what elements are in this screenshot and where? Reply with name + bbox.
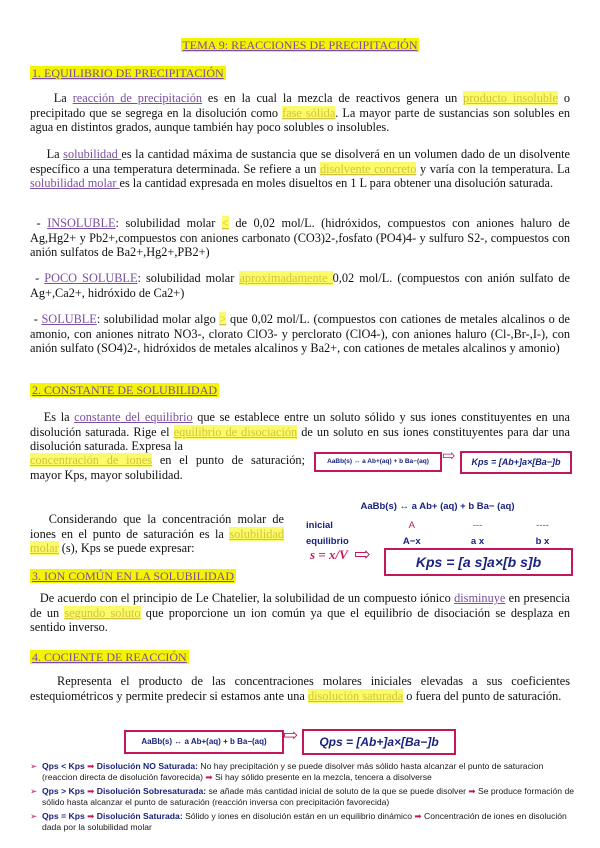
term-disminuye: disminuye bbox=[454, 591, 506, 605]
list-item: ➢ Qps < Kps ➡ Disolución NO Saturada: No hay precipitación y se puede disolver más sólido hasta alcanzar el punto de saturacion (reaccion directa de disolución favorecida) ➡ Si hay sólido presente en la mezcla, tencera a disolverse bbox=[30, 761, 544, 782]
list-item: ➢ Qps = Kps ➡ Disolución Saturada: Sólido y iones en disolución están en un equilibrio dinámico ➡ Concentración de iones en disolución dada por la solubilidad molar bbox=[30, 811, 567, 832]
paragraph-poco-soluble: - POCO SOLUBLE: solubilidad molar aproximadamente 0,02 mol/L. (compuestos con anión sulfato de Ag+,Ca2+, hidróxido de Ca2+) bbox=[30, 271, 570, 300]
list-item: ➢ Qps > Kps ➡ Disolución Sobresaturada: se añade más cantidad inicial de soluto de la que se puede disolver ➡ Se produce formación de sólido hasta alcanzar el punto de saturación (reacción inversa con precipitación favorecida) bbox=[30, 786, 575, 807]
dissociation-equation: AaBb(s) ↔ a Ab+(aq) + b Ba−(aq) bbox=[314, 452, 442, 472]
term-producto-insoluble: producto insoluble bbox=[463, 91, 558, 105]
term-reaccion-precipitacion: reacción de precipitación bbox=[72, 91, 202, 105]
dissociation-equation-2: AaBb(s) ↔ a Ab+(aq) + b Ba−(aq) bbox=[124, 730, 284, 754]
term-solubilidad-molar-2: solubilidad molar bbox=[30, 526, 284, 556]
bullet-arrow-icon: ➢ bbox=[30, 786, 38, 796]
term-solubilidad-molar: solubilidad molar bbox=[30, 176, 120, 191]
kps-expression: Kps = [Ab+]a×[Ba−]b bbox=[460, 451, 572, 474]
term-segundo-soluto: segundo soluto bbox=[64, 605, 141, 620]
paragraph-kps-molar: Considerando que la concentración molar de iones en el punto de saturación es la solubilidad molar (s), Kps se puede expresar: bbox=[30, 512, 284, 556]
bullet-arrow-icon: ➢ bbox=[30, 761, 38, 771]
bullet-arrow-icon: ➢ bbox=[30, 811, 38, 821]
kps-s-expression: Kps = [a s]a×[b s]b bbox=[384, 548, 573, 576]
term-constante-equilibrio: constante del equilibrio bbox=[74, 410, 193, 424]
term-disolvente-concreto: disolvente concreto bbox=[319, 161, 417, 176]
term-disolucion-saturada: disolución saturada bbox=[307, 688, 404, 703]
paragraph-solubility: La solubilidad es la cantidad máxima de sustancia que se disolverá en un volumen dado de un disolvente específico a una temperatura determinada. Se refiere a un disolvente concreto y varía con la temperatura. La solubilidad molar es la cantidad expresada en moles disueltos en 1 L para obtener una disolución saturada. bbox=[30, 147, 571, 191]
paragraph-soluble: - SOLUBLE: solubilidad molar algo > que 0,02 mol/L. (compuestos con cationes de metales alcalinos o de amonio, con aniones nitrato NO3-, clorato ClO3- y perclorato (ClO4-), con aniones haluro (Cl-,Br-,I-), con anión sulfato (SO4)2-, hidróxidos de metales alcalinos y Ba2+, con cationes de metales alcalinos y amonio) bbox=[30, 312, 571, 356]
section-heading-1: 1. EQUILIBRIO DE PRECIPITACIÓN bbox=[32, 66, 224, 80]
section-heading-2: 2. CONSTANTE DE SOLUBILIDAD bbox=[32, 383, 218, 397]
document-title: TEMA 9: REACCIONES DE PRECIPITACIÓN bbox=[182, 38, 418, 52]
arrow-right-icon-3: ⇨ bbox=[283, 725, 299, 745]
qps-comparison-list bbox=[30, 761, 575, 836]
table-row-equilibrium: equilibrio A−x a x b x bbox=[306, 536, 550, 548]
term-insoluble: INSOLUBLE bbox=[47, 216, 116, 230]
term-solubilidad: solubilidad bbox=[63, 147, 122, 161]
term-poco-soluble: POCO SOLUBLE bbox=[44, 271, 138, 285]
term-soluble: SOLUBLE bbox=[41, 312, 97, 326]
paragraph-insoluble: - INSOLUBLE: solubilidad molar < de 0,02 mol/L. (hidróxidos, compuestos con aniones haluro de Ag,Hg2+ y Pb2+,compuestos con aniones carbonato (CO3)2-,fosfato (PO4)4- y sulfuro S2-, compuestos con anión sulfatos de Ba2+,Hg2+,PB2+) bbox=[30, 216, 571, 260]
section-heading-4: 4. COCIENTE DE REACCIÓN bbox=[32, 650, 187, 664]
term-equilibrio-disociacion: equilibrio de disociación bbox=[173, 424, 298, 439]
arrow-right-icon: ⇨ bbox=[442, 448, 456, 465]
qps-expression: Qps = [Ab+]a×[Ba−]b bbox=[302, 729, 456, 755]
term-concentracion-iones: concentración de iones bbox=[30, 453, 153, 467]
table-row-initial: inicial A --- ---- bbox=[306, 519, 549, 531]
paragraph-kps: Es la constante del equilibrio que se establece entre un soluto sólido y sus iones constituyentes en una disolución saturada. Rige el equilibrio de disociación de un soluto en sus iones constituyentes para dar una disolución saturada. Expresa la bbox=[30, 410, 570, 454]
section-heading-3: 3. ION COMÚN EN LA SOLUBILIDAD bbox=[32, 569, 234, 583]
equilibrium-table bbox=[300, 500, 575, 551]
term-fase-solida: fase sólida bbox=[282, 105, 336, 120]
paragraph-precipitation-reaction: La reacción de precipitación es en la cual la mezcla de reactivos genera un producto insoluble o precipitado que se segrega en la disolución como fase sólida. La mayor parte de sustancias son solubles en agua en distintos grados, aunque también hay poco solubles o insolubles. bbox=[30, 91, 570, 135]
table-reaction: AaBb(s) ↔ a Ab+ (aq) + b Ba− (aq) bbox=[360, 501, 515, 512]
paragraph-common-ion: De acuerdo con el principio de Le Chatelier, la solubilidad de un compuesto iónico disminuye en presencia de un segundo soluto que proporcione un ion común ya que el equilibrio de disociación se desplaza en sentido inverso. bbox=[30, 591, 570, 635]
arrow-right-icon-2: ⇨ bbox=[354, 544, 371, 566]
paragraph-reaction-quotient: Representa el producto de las concentraciones molares iniciales elevadas a sus coeficientes estequiométricos y permite predecir si estamos ante una disolución saturada o fuera del punto de saturación. bbox=[30, 674, 570, 703]
s-formula: s = x/V bbox=[310, 547, 348, 562]
paragraph-kps-cont: concentración de iones en el punto de saturación; mayor Kps, mayor solubilidad. bbox=[30, 453, 306, 482]
